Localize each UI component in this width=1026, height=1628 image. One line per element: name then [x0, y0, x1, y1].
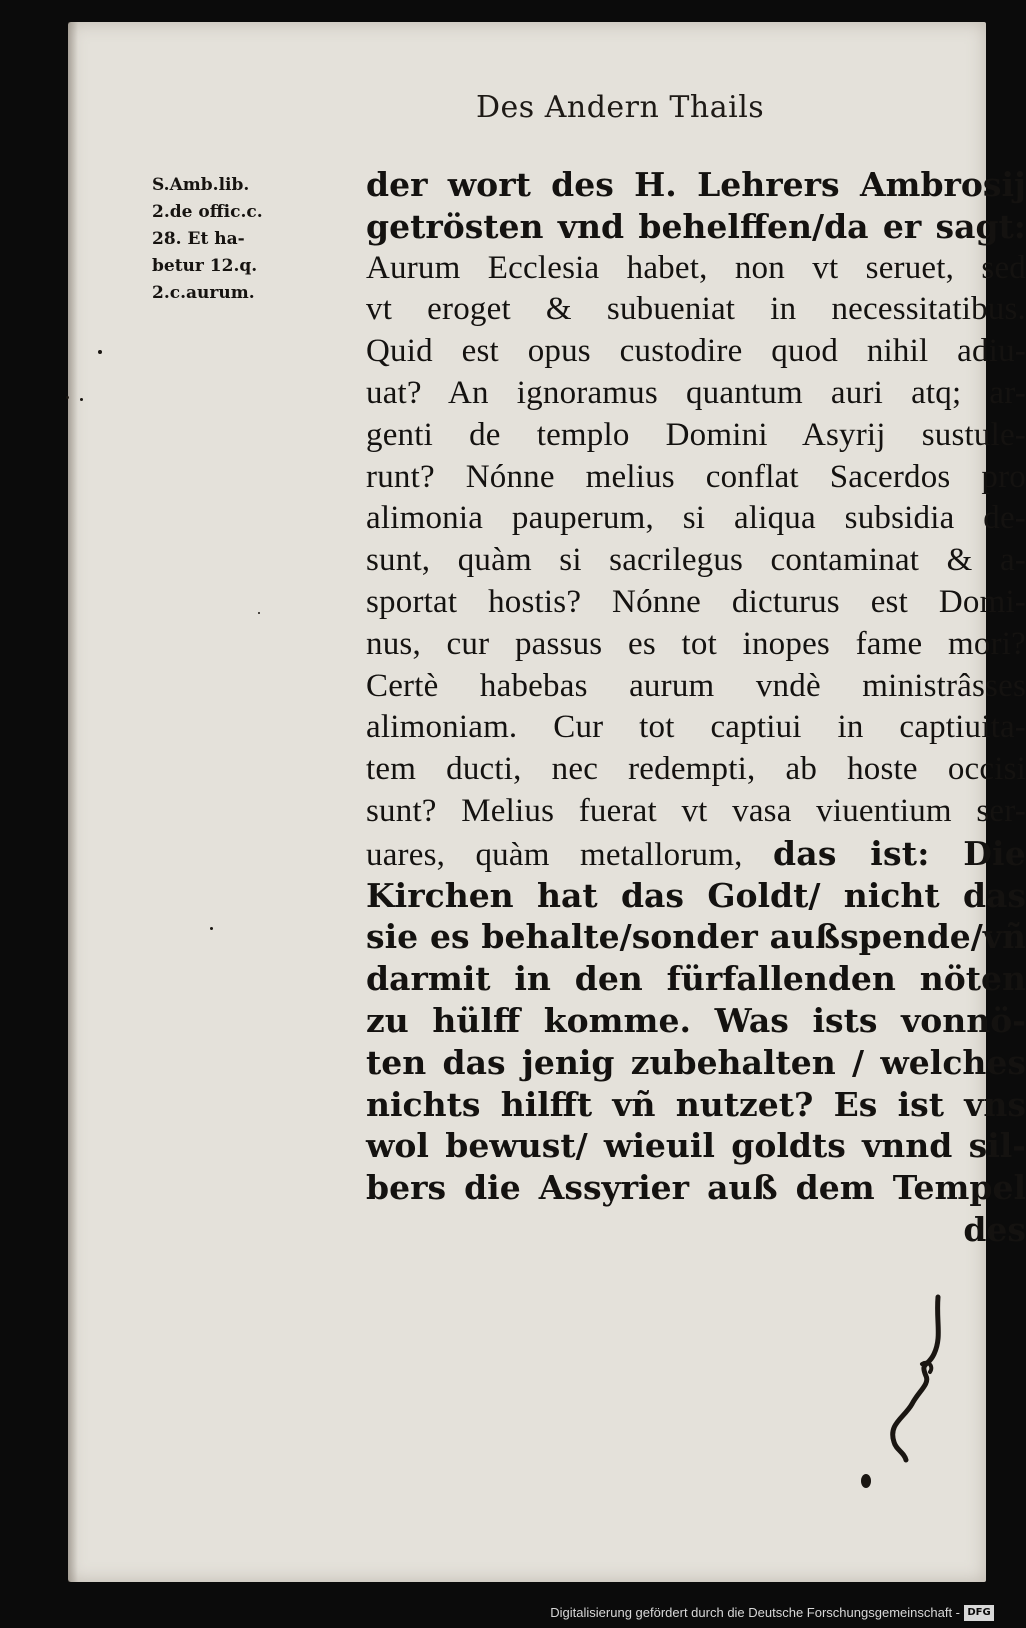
text-line: Aurum Ecclesia habet, non vt seruet, sed — [366, 249, 1026, 286]
ink-speck — [66, 396, 69, 399]
text-line: Quid est opus custodire quod nihil adiu- — [366, 333, 1026, 370]
ink-speck — [861, 1474, 871, 1488]
text-line: sunt, quàm si sacrilegus contaminat & a- — [366, 542, 1026, 579]
text-line: ten das jenig zubehalten / welches — [366, 1042, 1026, 1082]
ink-speck — [80, 398, 83, 401]
text-line: genti de templo Domini Asyrij sustule- — [366, 416, 1026, 453]
funding-notice: Digitalisierung gefördert durch die Deutsche Forschungsgemeinschaft - — [550, 1605, 960, 1620]
text-line: bers die Assyrier auß dem Tempel — [366, 1168, 1026, 1208]
body-text — [366, 164, 1026, 1251]
ink-speck — [98, 350, 102, 354]
footer-bar — [0, 1598, 1000, 1628]
marginal-note — [152, 172, 352, 307]
marginal-note-line: S.Amb.lib. — [152, 175, 250, 195]
text-line: vt eroget & subueniat in necessitatibus. — [366, 291, 1026, 328]
text-line: alimonia pauperum, si aliqua subsidia de- — [366, 500, 1026, 537]
text-line: runt? Nónne melius conflat Sacerdos pro — [366, 458, 1026, 495]
text-line: sunt? Melius fuerat vt vasa viuentium ser- — [366, 792, 1026, 829]
text-line: sportat hostis? Nónne dicturus est Domi- — [366, 583, 1026, 620]
ink-scribble — [868, 1292, 958, 1472]
text-line: tem ducti, nec redempti, ab hoste occisi — [366, 751, 1026, 788]
text-line-latin-part: uares, quàm metallorum, — [366, 836, 743, 873]
ink-speck — [258, 612, 260, 614]
marginal-note-line: 2.c.aurum. — [152, 283, 255, 303]
text-line: nichts hilfft vñ nutzet? Es ist vns — [366, 1084, 1026, 1124]
text-line: wol bewust/ wieuil goldts vnnd sil- — [366, 1126, 1026, 1166]
text-line: nus, cur passus es tot inopes fame mori? — [366, 625, 1026, 662]
running-head: Des Andern Thails — [476, 90, 765, 125]
marginal-note-line: 2.de offic.c. — [152, 202, 263, 222]
text-line: Kirchen hat das Goldt/ nicht das — [366, 875, 1026, 915]
text-line-mixed — [366, 833, 1026, 875]
marginal-note-line: 28. Et ha- — [152, 229, 245, 249]
dfg-logo: DFG — [964, 1605, 994, 1621]
marginal-note-line: betur 12.q. — [152, 256, 258, 276]
catchword: des — [963, 1209, 1026, 1249]
text-line: der wort des H. Lehrers Ambrosij — [366, 165, 1026, 204]
ink-speck — [210, 927, 213, 930]
text-line: uat? An ignoramus quantum auri atq; ar- — [366, 374, 1026, 411]
text-line-german-part: das ist: Die — [772, 833, 1026, 873]
text-line: darmit in den fürfallenden nöten — [366, 959, 1026, 999]
text-line: Certè habebas aurum vndè ministrâsses — [366, 667, 1026, 704]
text-line: sie es behalte/sonder außspende/vñ — [366, 917, 1026, 957]
text-line: alimoniam. Cur tot captiui in captiuita- — [366, 709, 1026, 746]
book-page — [68, 22, 1026, 1582]
text-line: zu hülff komme. Was ists vonnö- — [366, 1000, 1026, 1040]
text-line: getrösten vnd behelffen/da er sagt: — [366, 206, 1026, 246]
